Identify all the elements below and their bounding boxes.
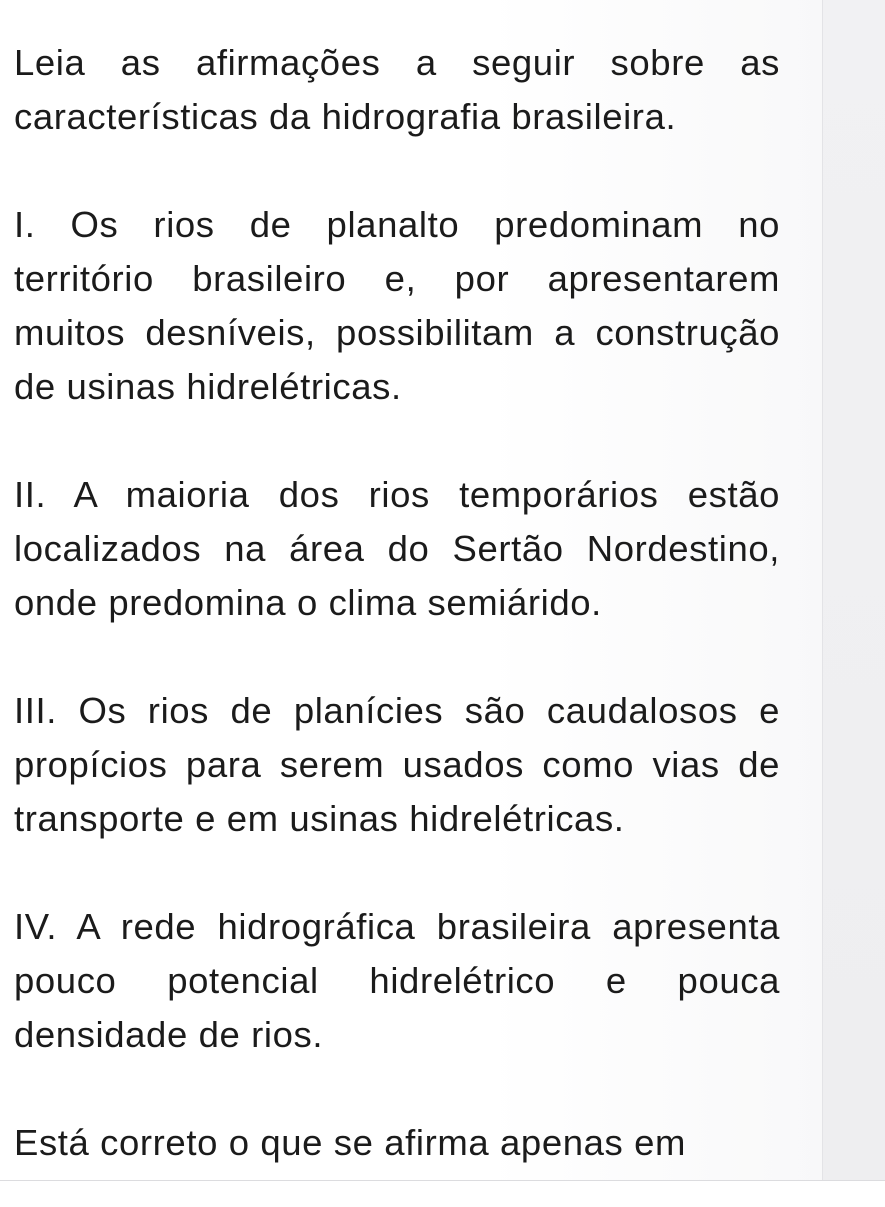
bottom-area: [0, 1181, 885, 1207]
side-panel: [822, 0, 885, 1180]
statement-4: IV. A rede hidrográfica brasileira apresenta pouco potencial hidrelétrico e pouca densidade de rios.: [14, 906, 780, 1055]
question-intro: Leia as afirmações a seguir sobre as características da hidrografia brasileira.: [14, 42, 780, 137]
statement-2: II. A maioria dos rios temporários estão localizados na área do Sertão Nordestino, onde predomina o clima semiárido.: [14, 474, 780, 623]
statement-1: I. Os rios de planalto predominam no território brasileiro e, por apresentarem muitos desníveis, possibilitam a construção de usinas hidrelétricas.: [14, 204, 780, 407]
question-prompt: Está correto o que se afirma apenas em: [14, 1122, 687, 1163]
question-text: [14, 36, 780, 1170]
statement-3: III. Os rios de planícies são caudalosos e propícios para serem usados como vias de transporte e em usinas hidrelétricas.: [14, 690, 780, 839]
